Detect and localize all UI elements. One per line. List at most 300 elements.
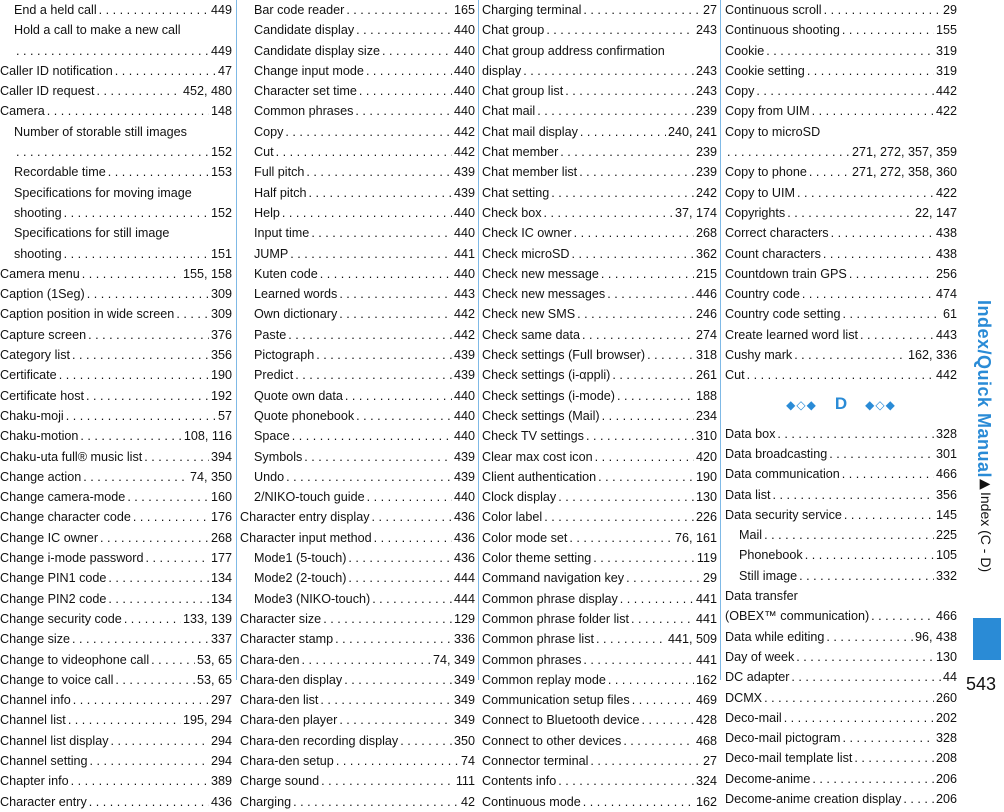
entry-term: Count characters bbox=[725, 246, 821, 261]
leader-dots bbox=[544, 507, 694, 527]
leader-dots bbox=[871, 606, 934, 626]
entry-term: Charging bbox=[240, 794, 292, 809]
entry-page: 27 bbox=[702, 3, 717, 17]
index-entry bbox=[240, 447, 475, 467]
entry-page: 440 bbox=[453, 266, 475, 281]
leader-dots bbox=[73, 690, 209, 710]
entry-page: 439 bbox=[453, 449, 475, 464]
leader-dots bbox=[842, 464, 934, 484]
leader-dots bbox=[374, 528, 452, 548]
leader-dots bbox=[108, 162, 209, 182]
index-entry bbox=[240, 507, 475, 527]
entry-page: 108, 116 bbox=[183, 429, 232, 444]
index-entry bbox=[482, 81, 717, 101]
index-entry bbox=[725, 667, 957, 687]
entry-term: Data list bbox=[725, 487, 771, 502]
entry-term: Capture screen bbox=[0, 327, 87, 342]
index-entry bbox=[240, 345, 475, 365]
index-entry bbox=[240, 264, 475, 284]
entry-page: 440 bbox=[453, 43, 475, 58]
entry-page: 328 bbox=[935, 731, 957, 746]
entry-term: Common phrase display bbox=[482, 591, 618, 606]
page-number: 543 bbox=[965, 674, 996, 694]
entry-page: 324 bbox=[695, 774, 717, 789]
entry-page: 134 bbox=[210, 571, 232, 586]
entry-term: Change to voice call bbox=[0, 672, 114, 687]
index-entry bbox=[482, 528, 717, 548]
leader-dots bbox=[367, 487, 452, 507]
leader-dots bbox=[89, 792, 209, 812]
entry-term: Connect to other devices bbox=[482, 733, 622, 748]
entry-term: Chat member list bbox=[482, 165, 578, 180]
index-entry bbox=[0, 365, 232, 385]
entry-page: 242 bbox=[695, 185, 717, 200]
column-divider bbox=[236, 0, 237, 680]
entry-term: Color mode set bbox=[482, 530, 568, 545]
entry-page: 350 bbox=[453, 733, 475, 748]
index-entry bbox=[0, 406, 232, 426]
index-entry bbox=[240, 81, 475, 101]
entry-term: Change input mode bbox=[254, 63, 364, 78]
entry-page: 57 bbox=[217, 408, 232, 423]
entry-page: 22, 147 bbox=[914, 205, 957, 220]
entry-page: 468 bbox=[695, 733, 717, 748]
index-entry bbox=[482, 710, 717, 730]
index-entry bbox=[0, 568, 232, 588]
index-entry bbox=[0, 447, 232, 467]
leader-dots bbox=[290, 244, 452, 264]
entry-page: 226 bbox=[695, 510, 717, 525]
entry-page: 420 bbox=[695, 449, 717, 464]
index-entry bbox=[482, 61, 717, 81]
leader-dots bbox=[372, 589, 452, 609]
leader-dots bbox=[400, 731, 452, 751]
index-entry bbox=[725, 606, 957, 626]
leader-dots bbox=[595, 447, 694, 467]
entry-term: Chat group bbox=[482, 23, 545, 38]
index-entry bbox=[240, 710, 475, 730]
entry-term: Channel setting bbox=[0, 753, 88, 768]
leader-dots bbox=[558, 771, 694, 791]
entry-page: 243 bbox=[695, 63, 717, 78]
leader-dots bbox=[348, 548, 452, 568]
entry-term: Data box bbox=[725, 426, 776, 441]
entry-page: 190 bbox=[210, 368, 232, 383]
index-entry bbox=[725, 223, 957, 243]
entry-term: 2/NIKO-touch guide bbox=[254, 490, 365, 505]
leader-dots bbox=[523, 61, 694, 81]
entry-page: 261 bbox=[695, 368, 717, 383]
index-entry bbox=[482, 629, 717, 649]
entry-page: 202 bbox=[935, 710, 957, 725]
entry-page: 155 bbox=[935, 23, 957, 38]
leader-dots bbox=[593, 548, 695, 568]
entry-term: Common phrases bbox=[254, 104, 354, 119]
entry-term: Copy bbox=[725, 84, 755, 99]
page-tab-marker bbox=[973, 618, 1001, 660]
index-entry bbox=[240, 386, 475, 406]
entry-page: 37, 174 bbox=[674, 205, 717, 220]
leader-dots bbox=[829, 444, 934, 464]
index-entry bbox=[725, 586, 957, 606]
entry-term: (OBEX™ communication) bbox=[725, 609, 870, 624]
entry-term: Continuous mode bbox=[482, 794, 581, 809]
entry-page: 268 bbox=[695, 226, 717, 241]
entry-page: 162, 336 bbox=[907, 348, 957, 363]
index-entry bbox=[725, 122, 957, 142]
index-entry bbox=[0, 629, 232, 649]
index-entry bbox=[240, 751, 475, 771]
entry-page: 145 bbox=[935, 507, 957, 522]
entry-page: 444 bbox=[453, 571, 475, 586]
entry-page: 428 bbox=[695, 713, 717, 728]
entry-term: Specifications for moving image bbox=[14, 185, 192, 200]
index-entry bbox=[482, 304, 717, 324]
leader-dots bbox=[647, 345, 694, 365]
entry-term: Client authentication bbox=[482, 469, 597, 484]
index-entry bbox=[725, 81, 957, 101]
entry-page: 440 bbox=[453, 226, 475, 241]
entry-page: 440 bbox=[453, 63, 475, 78]
entry-term: Data broadcasting bbox=[725, 446, 828, 461]
entry-term: Copy to UIM bbox=[725, 185, 795, 200]
entry-term: Charge sound bbox=[240, 774, 320, 789]
entry-page: 74, 349 bbox=[432, 652, 475, 667]
index-entry bbox=[240, 609, 475, 629]
entry-term: Chara-den setup bbox=[240, 753, 334, 768]
entry-page: 301 bbox=[935, 446, 957, 461]
entry-term: Decome-anime bbox=[725, 771, 811, 786]
index-entry bbox=[482, 771, 717, 791]
entry-page: 29 bbox=[942, 3, 957, 17]
entry-term: Copyrights bbox=[725, 205, 786, 220]
leader-dots bbox=[86, 386, 209, 406]
entry-page: 436 bbox=[453, 530, 475, 545]
entry-term: Chat group list bbox=[482, 84, 564, 99]
index-entry bbox=[0, 142, 232, 162]
index-entry bbox=[0, 426, 232, 446]
entry-page: 239 bbox=[695, 165, 717, 180]
index-entry bbox=[482, 122, 717, 142]
index-entry bbox=[0, 386, 232, 406]
entry-term: Charging terminal bbox=[482, 3, 582, 17]
section-heading-d bbox=[725, 392, 957, 416]
entry-page: 449 bbox=[210, 43, 232, 58]
entry-term: Copy bbox=[254, 124, 284, 139]
leader-dots bbox=[777, 424, 934, 444]
leader-dots bbox=[812, 101, 934, 121]
index-entry bbox=[725, 525, 957, 545]
entry-page: 61 bbox=[942, 307, 957, 322]
leader-dots bbox=[860, 325, 934, 345]
leader-dots bbox=[82, 264, 181, 284]
leader-dots bbox=[344, 670, 452, 690]
entry-page: 442 bbox=[935, 84, 957, 99]
index-entry bbox=[482, 223, 717, 243]
leader-dots bbox=[583, 792, 694, 812]
entry-term: Character input method bbox=[240, 530, 372, 545]
leader-dots bbox=[631, 609, 694, 629]
entry-term: Character entry bbox=[0, 794, 87, 809]
leader-dots bbox=[90, 751, 209, 771]
leader-dots bbox=[823, 244, 934, 264]
entry-page: 294 bbox=[210, 733, 232, 748]
index-entry bbox=[482, 792, 717, 812]
column-divider bbox=[720, 0, 721, 680]
index-entry bbox=[482, 325, 717, 345]
index-entry bbox=[725, 505, 957, 525]
index-entry bbox=[0, 0, 232, 20]
index-entry bbox=[482, 101, 717, 121]
entry-page: 53, 65 bbox=[196, 672, 232, 687]
index-entry bbox=[725, 304, 957, 324]
leader-dots bbox=[306, 162, 452, 182]
entry-term: Mode1 (5-touch) bbox=[254, 551, 347, 566]
entry-page: 440 bbox=[453, 490, 475, 505]
index-entry bbox=[240, 487, 475, 507]
index-entry bbox=[725, 345, 957, 365]
entry-term: End a held call bbox=[14, 3, 97, 17]
entry-page: 436 bbox=[453, 551, 475, 566]
entry-term: Clear max cost icon bbox=[482, 449, 593, 464]
leader-dots bbox=[577, 304, 694, 324]
entry-page: 208 bbox=[935, 751, 957, 766]
entry-term: Channel list display bbox=[0, 733, 109, 748]
entry-page: 436 bbox=[210, 794, 232, 809]
entry-term: Create learned word list bbox=[725, 327, 858, 342]
entry-page: 442 bbox=[453, 124, 475, 139]
entry-term: Chaku-motion bbox=[0, 429, 79, 444]
entry-term: Specifications for still image bbox=[14, 226, 170, 241]
leader-dots bbox=[626, 568, 701, 588]
diamond-ornament-icon: ◆◇◆ bbox=[786, 397, 817, 412]
entry-page: 337 bbox=[210, 632, 232, 647]
entry-term: Caption (1Seg) bbox=[0, 287, 85, 302]
leader-dots bbox=[849, 264, 934, 284]
entry-term: DC adapter bbox=[725, 670, 790, 685]
entry-page: 246 bbox=[695, 307, 717, 322]
entry-page: 441, 509 bbox=[667, 632, 717, 647]
entry-term: Phonebook bbox=[739, 548, 803, 563]
entry-page: 394 bbox=[210, 449, 232, 464]
index-entry bbox=[482, 670, 717, 690]
entry-term: Certificate host bbox=[0, 388, 84, 403]
entry-page: 176 bbox=[210, 510, 232, 525]
entry-term: Change i-mode password bbox=[0, 551, 144, 566]
index-entry bbox=[240, 568, 475, 588]
index-entry bbox=[0, 751, 232, 771]
leader-dots bbox=[579, 162, 694, 182]
entry-term: Deco-mail bbox=[725, 710, 782, 725]
index-entry bbox=[240, 284, 475, 304]
entry-page: 96, 438 bbox=[914, 629, 957, 644]
index-entry bbox=[0, 507, 232, 527]
leader-dots bbox=[807, 61, 934, 81]
index-entry bbox=[240, 426, 475, 446]
leader-dots bbox=[302, 650, 431, 670]
entry-page: 27 bbox=[702, 753, 717, 768]
leader-dots bbox=[47, 101, 209, 121]
leader-dots bbox=[794, 345, 906, 365]
entry-term: Chat mail bbox=[482, 104, 536, 119]
entry-page: 422 bbox=[935, 185, 957, 200]
entry-page: 439 bbox=[453, 368, 475, 383]
entry-term: Data while editing bbox=[725, 629, 825, 644]
index-entry bbox=[0, 792, 232, 812]
entry-term: Undo bbox=[254, 469, 285, 484]
index-entry bbox=[240, 304, 475, 324]
leader-dots bbox=[276, 142, 452, 162]
entry-page: 446 bbox=[695, 287, 717, 302]
entry-term: Deco-mail pictogram bbox=[725, 731, 841, 746]
index-entry bbox=[0, 731, 232, 751]
index-entry bbox=[0, 345, 232, 365]
entry-page: 441 bbox=[453, 246, 475, 261]
index-entry bbox=[0, 162, 232, 182]
leader-dots bbox=[339, 304, 452, 324]
index-entry bbox=[725, 284, 957, 304]
index-entry bbox=[0, 771, 232, 791]
leader-dots bbox=[80, 426, 182, 446]
index-entry bbox=[240, 731, 475, 751]
entry-page: 195, 294 bbox=[182, 713, 232, 728]
entry-term: Change size bbox=[0, 632, 71, 647]
index-entry bbox=[482, 345, 717, 365]
leader-dots bbox=[574, 223, 694, 243]
entry-page: 234 bbox=[695, 408, 717, 423]
entry-term: Category list bbox=[0, 348, 70, 363]
index-entry bbox=[725, 566, 957, 586]
entry-term: Common phrases bbox=[482, 652, 582, 667]
entry-page: 436 bbox=[453, 510, 475, 525]
leader-dots bbox=[903, 789, 934, 809]
index-entry bbox=[240, 325, 475, 345]
side-tab bbox=[965, 0, 1004, 699]
index-entry bbox=[0, 528, 232, 548]
index-entry bbox=[482, 386, 717, 406]
entry-term: Recordable time bbox=[14, 165, 106, 180]
index-entry bbox=[725, 769, 957, 789]
index-entry bbox=[0, 61, 232, 81]
index-entry bbox=[240, 203, 475, 223]
entry-term: Mode3 (NIKO-touch) bbox=[254, 591, 371, 606]
leader-dots bbox=[285, 122, 452, 142]
entry-term: JUMP bbox=[254, 246, 289, 261]
leader-dots bbox=[537, 101, 694, 121]
entry-term: Camera menu bbox=[0, 266, 80, 281]
leader-dots bbox=[802, 284, 934, 304]
entry-term: Contents info bbox=[482, 774, 557, 789]
leader-dots bbox=[787, 203, 913, 223]
entry-page: 130 bbox=[935, 649, 957, 664]
entry-page: 130 bbox=[695, 490, 717, 505]
entry-page: 440 bbox=[453, 388, 475, 403]
entry-page: 268 bbox=[210, 530, 232, 545]
entry-page: 440 bbox=[453, 23, 475, 38]
leader-dots bbox=[316, 345, 452, 365]
entry-term: Cut bbox=[725, 368, 745, 383]
leader-dots bbox=[64, 203, 209, 223]
entry-term: Check box bbox=[482, 205, 542, 220]
leader-dots bbox=[583, 0, 701, 20]
leader-dots bbox=[339, 710, 452, 730]
leader-dots bbox=[773, 485, 934, 505]
index-entry bbox=[0, 203, 232, 223]
entry-term: Number of storable still images bbox=[14, 124, 187, 139]
entry-term: Check settings (i-mode) bbox=[482, 388, 615, 403]
entry-page: 155, 158 bbox=[182, 266, 232, 281]
leader-dots bbox=[108, 589, 209, 609]
leader-dots bbox=[72, 629, 209, 649]
entry-term: Color label bbox=[482, 510, 543, 525]
index-entry bbox=[725, 0, 957, 20]
entry-term: Chara-den list bbox=[240, 693, 319, 708]
leader-dots bbox=[293, 792, 459, 812]
leader-dots bbox=[282, 203, 452, 223]
entry-term: Chaku-moji bbox=[0, 408, 64, 423]
leader-dots bbox=[115, 61, 216, 81]
index-entry bbox=[725, 101, 957, 121]
entry-page: 119 bbox=[696, 551, 717, 566]
entry-page: 440 bbox=[453, 408, 475, 423]
entry-page: 466 bbox=[935, 467, 957, 482]
entry-term: Data communication bbox=[725, 467, 840, 482]
index-entry bbox=[482, 731, 717, 751]
entry-page: 153 bbox=[210, 165, 232, 180]
entry-term: Deco-mail template list bbox=[725, 751, 853, 766]
index-entry bbox=[482, 568, 717, 588]
entry-term: shooting bbox=[14, 246, 62, 261]
leader-dots bbox=[127, 487, 209, 507]
leader-dots bbox=[304, 447, 452, 467]
entry-term: Change PIN1 code bbox=[0, 571, 107, 586]
leader-dots bbox=[580, 122, 666, 142]
index-entry bbox=[240, 589, 475, 609]
entry-term: Chara-den recording display bbox=[240, 733, 399, 748]
entry-term: Common replay mode bbox=[482, 672, 606, 687]
entry-page: 243 bbox=[695, 23, 717, 38]
entry-page: 148 bbox=[210, 104, 232, 119]
entry-term: Full pitch bbox=[254, 165, 305, 180]
leader-dots bbox=[756, 81, 934, 101]
index-entry bbox=[725, 41, 957, 61]
entry-page: 177 bbox=[210, 551, 232, 566]
index-entry bbox=[0, 304, 232, 324]
index-entry bbox=[482, 426, 717, 446]
entry-term: Predict bbox=[254, 368, 294, 383]
index-entry bbox=[240, 223, 475, 243]
entry-term: Space bbox=[254, 429, 290, 444]
leader-dots bbox=[348, 568, 452, 588]
entry-page: 474 bbox=[935, 287, 957, 302]
entry-page: 74 bbox=[460, 753, 475, 768]
entry-term: Check new messages bbox=[482, 287, 606, 302]
index-entry bbox=[0, 284, 232, 304]
entry-term: Data security service bbox=[725, 507, 842, 522]
entry-term: Copy to phone bbox=[725, 165, 807, 180]
leader-dots bbox=[100, 528, 209, 548]
leader-dots bbox=[551, 183, 694, 203]
entry-page: 443 bbox=[935, 327, 957, 342]
entry-term: Chaku-uta full® music list bbox=[0, 449, 143, 464]
entry-page: 151 bbox=[210, 246, 232, 261]
entry-page: 362 bbox=[695, 246, 717, 261]
leader-dots bbox=[87, 284, 209, 304]
index-entry bbox=[482, 162, 717, 182]
entry-term: Cut bbox=[254, 145, 274, 160]
index-entry bbox=[0, 710, 232, 730]
entry-term: Kuten code bbox=[254, 266, 318, 281]
